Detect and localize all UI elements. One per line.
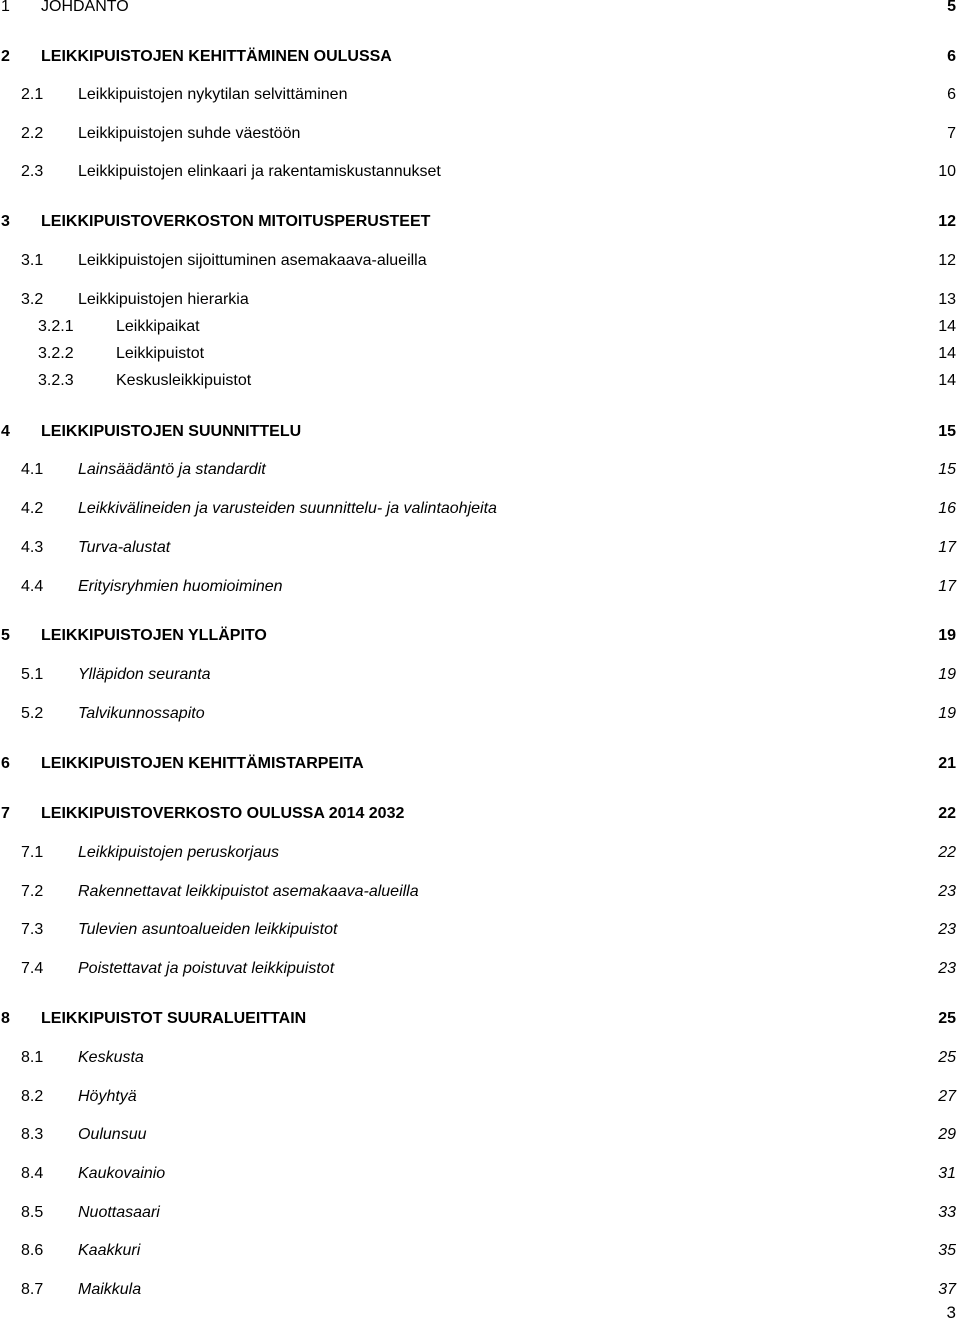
- toc-title: Leikkipaikat: [116, 318, 200, 335]
- toc-title: Turva-alustat: [78, 539, 171, 556]
- toc-page-number: 19: [938, 666, 956, 683]
- toc-page-number: 25: [938, 1010, 956, 1027]
- toc-title: Erityisryhmien huomioiminen: [78, 578, 283, 595]
- toc-entry[interactable]: [0, 535, 960, 561]
- toc-title: Oulunsuu: [78, 1126, 147, 1143]
- toc-number: 5: [1, 627, 10, 644]
- toc-number: 8.6: [21, 1242, 44, 1259]
- toc-entry[interactable]: [0, 457, 960, 483]
- toc-number: 7.3: [21, 921, 44, 938]
- toc-title: Lainsäädäntö ja standardit: [78, 461, 266, 478]
- toc-title: Rakennettavat leikkipuistot asemakaava-alueilla: [78, 883, 419, 900]
- toc-entry[interactable]: [0, 956, 960, 982]
- toc-entry[interactable]: [0, 574, 960, 600]
- toc-title: Nuottasaari: [78, 1204, 160, 1221]
- toc-entry[interactable]: [0, 82, 960, 108]
- toc-number: 4.4: [21, 578, 44, 595]
- toc-number: 3.2.2: [38, 345, 74, 362]
- toc-title: LEIKKIPUISTOJEN KEHITTÄMINEN OULUSSA: [41, 48, 392, 65]
- toc-entry[interactable]: [0, 341, 960, 367]
- footer-page-number: 3: [946, 1303, 956, 1322]
- toc-entry[interactable]: [0, 1200, 960, 1226]
- toc-title: Talvikunnossapito: [78, 705, 205, 722]
- toc-page-number: 15: [938, 461, 956, 478]
- toc-title: LEIKKIPUISTOVERKOSTO OULUSSA 2014 2032: [41, 805, 405, 822]
- toc-number: 4.1: [21, 461, 44, 478]
- toc-page-number: 29: [938, 1126, 956, 1143]
- toc-number: 8.7: [21, 1281, 44, 1298]
- toc-number: 8.4: [21, 1165, 44, 1182]
- toc-page-number: 19: [938, 705, 956, 722]
- toc-title: Keskusta: [78, 1049, 144, 1066]
- toc-entry[interactable]: [0, 1006, 960, 1032]
- toc-entry[interactable]: [0, 419, 960, 445]
- toc-page-number: 12: [938, 252, 956, 269]
- toc-number: 1: [1, 0, 10, 15]
- toc-number: 7.4: [21, 960, 44, 977]
- toc-page-number: 6: [947, 86, 956, 103]
- toc-title: LEIKKIPUISTOVERKOSTON MITOITUSPERUSTEET: [41, 213, 431, 230]
- toc-page-number: 16: [938, 500, 956, 517]
- toc-entry[interactable]: [0, 1084, 960, 1110]
- toc-page-number: 37: [938, 1281, 956, 1298]
- toc-number: 4: [1, 423, 10, 440]
- toc-title: Kaakkuri: [78, 1242, 141, 1259]
- toc-page-number: 17: [938, 578, 956, 595]
- toc-title: LEIKKIPUISTOT SUURALUEITTAIN: [41, 1010, 307, 1027]
- toc-page-number: 25: [938, 1049, 956, 1066]
- toc-number: 5.1: [21, 666, 44, 683]
- toc-page-number: 33: [938, 1204, 956, 1221]
- toc-title: Leikkipuistojen peruskorjaus: [78, 844, 279, 861]
- toc-title: LEIKKIPUISTOJEN YLLÄPITO: [41, 627, 267, 644]
- toc-entry[interactable]: [0, 209, 960, 235]
- toc-entry[interactable]: [0, 368, 960, 394]
- toc-number: 2.2: [21, 125, 44, 142]
- toc-page-number: 22: [938, 844, 956, 861]
- toc-entry[interactable]: [0, 159, 960, 185]
- toc-title: Ylläpidon seuranta: [78, 666, 211, 683]
- toc-page-number: 22: [938, 805, 956, 822]
- toc-entry[interactable]: [0, 248, 960, 274]
- toc-entry[interactable]: [0, 801, 960, 827]
- toc-page-number: 5: [947, 0, 956, 15]
- toc-page-number: 19: [938, 627, 956, 644]
- toc-entry[interactable]: [0, 917, 960, 943]
- toc-title: Poistettavat ja poistuvat leikkipuistot: [78, 960, 335, 977]
- toc-page-number: 10: [938, 163, 956, 180]
- toc-number: 7.2: [21, 883, 44, 900]
- toc-title: Keskusleikkipuistot: [116, 372, 252, 389]
- toc-page-number: 31: [938, 1165, 956, 1182]
- toc-entry[interactable]: [0, 751, 960, 777]
- toc-number: 2.1: [21, 86, 44, 103]
- toc-page-number: 27: [938, 1088, 956, 1105]
- toc-page-number: 6: [947, 48, 956, 65]
- toc-number: 4.3: [21, 539, 44, 556]
- toc-page-number: 14: [938, 318, 956, 335]
- toc-entry[interactable]: [0, 287, 960, 313]
- toc-entry[interactable]: [0, 1122, 960, 1148]
- toc-number: 4.2: [21, 500, 44, 517]
- toc-number: 8.3: [21, 1126, 44, 1143]
- toc-entry[interactable]: [0, 1161, 960, 1187]
- toc-page-number: 23: [938, 883, 956, 900]
- toc-number: 6: [1, 755, 10, 772]
- toc-number: 8: [1, 1010, 10, 1027]
- toc-entry[interactable]: [0, 623, 960, 649]
- toc-number: 8.5: [21, 1204, 44, 1221]
- toc-title: Tulevien asuntoalueiden leikkipuistot: [78, 921, 338, 938]
- toc-number: 7: [1, 805, 10, 822]
- toc-entry[interactable]: [0, 44, 960, 70]
- toc-title: Maikkula: [78, 1281, 142, 1298]
- toc-entry[interactable]: [0, 1045, 960, 1071]
- toc-number: 7.1: [21, 844, 44, 861]
- toc-page-number: 12: [938, 213, 956, 230]
- toc-entry[interactable]: [0, 662, 960, 688]
- toc-title: LEIKKIPUISTOJEN SUUNNITTELU: [41, 423, 302, 440]
- toc-entry[interactable]: [0, 1277, 960, 1303]
- toc-page-number: 35: [938, 1242, 956, 1259]
- toc-entry[interactable]: [0, 879, 960, 905]
- toc-number: 5.2: [21, 705, 44, 722]
- toc-page-number: 14: [938, 345, 956, 362]
- toc-entry[interactable]: [0, 840, 960, 866]
- toc-page-number: 14: [938, 372, 956, 389]
- toc-number: 3.2: [21, 291, 44, 308]
- toc-entry[interactable]: [0, 701, 960, 727]
- toc-number: 3.2.3: [38, 372, 74, 389]
- toc-entry[interactable]: [0, 0, 960, 20]
- toc-page-number: 17: [938, 539, 956, 556]
- toc-title: Leikkipuistojen elinkaari ja rakentamiskustannukset: [78, 163, 441, 180]
- toc-page-number: 23: [938, 960, 956, 977]
- toc-page-number: 23: [938, 921, 956, 938]
- toc-number: 8.2: [21, 1088, 44, 1105]
- toc-entry[interactable]: [0, 496, 960, 522]
- toc-title: Leikkipuistojen suhde väestöön: [78, 125, 301, 142]
- toc-page-number: 21: [938, 755, 956, 772]
- toc-title: LEIKKIPUISTOJEN KEHITTÄMISTARPEITA: [41, 755, 364, 772]
- toc-number: 2.3: [21, 163, 44, 180]
- toc-title: Höyhtyä: [78, 1088, 137, 1105]
- toc-title: Leikkipuistojen nykytilan selvittäminen: [78, 86, 348, 103]
- toc-number: 8.1: [21, 1049, 44, 1066]
- toc-entry[interactable]: [0, 314, 960, 340]
- toc-number: 2: [1, 48, 10, 65]
- toc-entry[interactable]: [0, 121, 960, 147]
- toc-title: Leikkipuistojen hierarkia: [78, 291, 249, 308]
- toc-title: Leikkivälineiden ja varusteiden suunnittelu- ja valintaohjeita: [78, 500, 497, 517]
- toc-number: 3.2.1: [38, 318, 74, 335]
- toc-title: JOHDANTO: [41, 0, 129, 15]
- toc-title: Leikkipuistot: [116, 345, 205, 362]
- toc-title: Leikkipuistojen sijoittuminen asemakaava-alueilla: [78, 252, 427, 269]
- toc-number: 3: [1, 213, 10, 230]
- toc-page-number: 7: [947, 125, 956, 142]
- toc-page-number: 13: [938, 291, 956, 308]
- toc-title: Kaukovainio: [78, 1165, 166, 1182]
- toc-page-number: 15: [938, 423, 956, 440]
- toc-number: 3.1: [21, 252, 44, 269]
- toc-entry[interactable]: [0, 1238, 960, 1264]
